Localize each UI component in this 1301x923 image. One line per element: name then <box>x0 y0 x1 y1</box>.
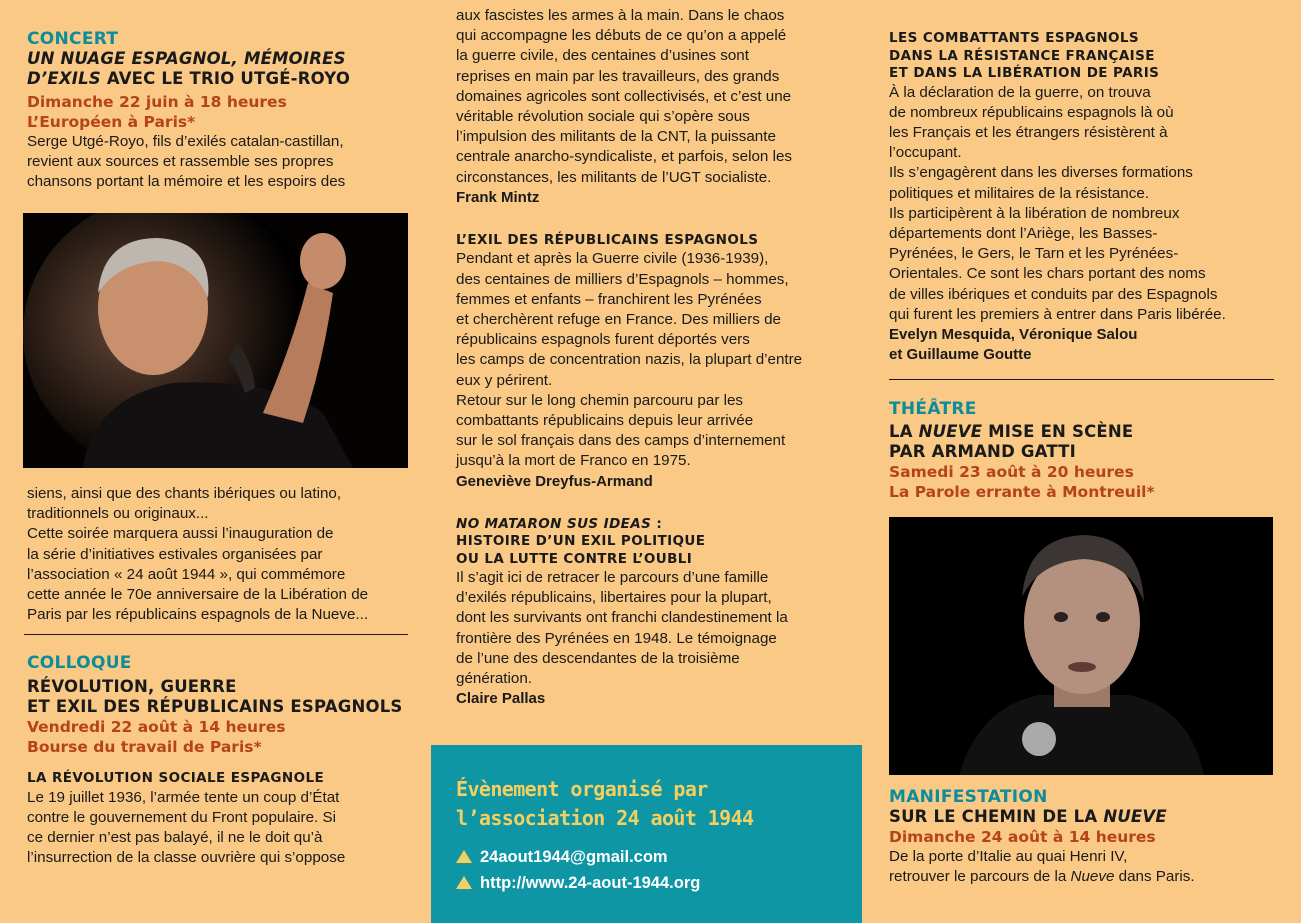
column-middle <box>456 6 846 709</box>
organizer-website[interactable]: http://www.24-aout-1944.org <box>456 873 700 893</box>
theatre-date: Samedi 23 août à 20 heures <box>889 463 1134 481</box>
triangle-bullet-icon <box>456 850 472 863</box>
colloque-category: COLLOQUE <box>27 653 132 673</box>
theatre-section <box>889 400 1289 502</box>
divider-left <box>24 634 408 635</box>
text-line: femmes et enfants – franchirent les Pyrénées <box>456 290 762 308</box>
text-line: de nombreux républicains espagnols là où <box>889 103 1174 121</box>
heading-line: LES COMBATTANTS ESPAGNOLS <box>889 30 1140 46</box>
text-line: Paris par les républicains espagnols de la Nueve... <box>27 606 369 624</box>
text-line: contre le gouvernement du Front populaire. Si <box>27 808 336 826</box>
text-line: l’impulsion des militants de la CNT, la puissante <box>456 128 776 146</box>
text-line: Le 19 juillet 1936, l’armée tente un coup d’État <box>27 788 340 806</box>
text-line: Orientales. Ce sont les chars portant des noms <box>889 265 1206 283</box>
text-line: Pendant et après la Guerre civile (1936-1939), <box>456 250 769 268</box>
text-line: revient aux sources et rassemble ses propres <box>27 153 334 171</box>
concert-category: CONCERT <box>27 29 119 49</box>
text-line: les Français et les étrangers résistèrent à <box>889 123 1168 141</box>
concert-text-before <box>27 132 427 193</box>
text-line: d’exilés républicains, libertaires pour la plupart, <box>456 589 772 607</box>
text-line: génération. <box>456 670 532 688</box>
text-line: qui accompagne les débuts de ce qu’on a appelé <box>456 27 787 45</box>
text-line: et cherchèrent refuge en France. Des milliers de <box>456 310 781 328</box>
no-mataron-title: NO MATARON SUS IDEAS : <box>456 515 663 532</box>
combattants-title <box>889 30 1279 83</box>
theatre-category: THÉÂTRE <box>889 399 977 419</box>
text-line: reprises en main par les travailleurs, des grands <box>456 67 780 85</box>
text-line: véritable révolution sociale qui s’opère sous <box>456 108 750 126</box>
text-line: combattants républicains depuis leur arrivée <box>456 411 754 429</box>
concert-date: Dimanche 22 juin à 18 heures <box>27 93 287 111</box>
text-line: frontière des Pyrénées en 1948. Le témoignage <box>456 629 777 647</box>
revolution-sociale-title: LA RÉVOLUTION SOCIALE ESPAGNOLE <box>27 770 325 786</box>
text-line: cette année le 70e anniversaire de la Libération de <box>27 586 369 604</box>
author-line: et Guillaume Goutte <box>889 345 1032 363</box>
theatre-title-1: LA NUEVE MISE EN SCÈNE <box>889 422 1134 441</box>
no-mataron-text <box>456 568 846 689</box>
text-line: de villes ibériques et conduits par des Espagnols <box>889 285 1218 303</box>
exil-text <box>456 249 846 471</box>
text-line: aux fascistes les armes à la main. Dans le chaos <box>456 7 785 24</box>
text-line: domaines agricoles sont collectivisés, et c’est une <box>456 87 792 105</box>
revolution-sociale-text <box>27 788 427 869</box>
text-line: centrale anarcho-syndicaliste, et parfois, selon les <box>456 148 792 166</box>
manif-text-1: De la porte d’Italie au quai Henri IV, <box>889 848 1128 865</box>
organizer-box <box>431 745 862 923</box>
heading-line: ET DANS LA LIBÉRATION DE PARIS <box>889 65 1160 81</box>
text-line: Ils participèrent à la libération de nombreux <box>889 204 1180 222</box>
text-line: dont les survivants ont franchi clandestinement la <box>456 609 788 627</box>
text-line: départements dont l’Ariège, les Basses- <box>889 224 1158 242</box>
singer-photo <box>23 213 408 468</box>
theatre-title-2: PAR ARMAND GATTI <box>889 442 1076 461</box>
text-line: jusqu’à la mort de Franco en 1975. <box>456 452 691 470</box>
text-line: Il s’agit ici de retracer le parcours d’une famille <box>456 569 769 587</box>
gatti-photo <box>889 517 1273 775</box>
text-line: qui furent les premiers à entrer dans Paris libérée. <box>889 305 1226 323</box>
theatre-venue: La Parole errante à Montreuil* <box>889 483 1155 501</box>
author-dreyfus-armand: Geneviève Dreyfus-Armand <box>456 472 653 490</box>
text-line: ce dernier n’est pas balayé, il ne le doit qu’à <box>27 828 323 846</box>
concert-continuation <box>27 484 412 625</box>
manif-date: Dimanche 24 août à 14 heures <box>889 828 1156 846</box>
text-line: les camps de concentration nazis, la plupart d’entre <box>456 351 803 369</box>
organizer-email[interactable]: 24aout1944@gmail.com <box>456 847 668 867</box>
concert-text-after <box>27 484 412 625</box>
text-line: la guerre civile, des centaines d’usines sont <box>456 47 749 65</box>
manif-text-2: retrouver le parcours de la Nueve dans Paris. <box>889 868 1195 886</box>
revolution-sociale-continuation <box>456 6 846 188</box>
text-line: chansons portant la mémoire et les espoirs des <box>27 173 346 191</box>
manif-title: SUR LE CHEMIN DE LA NUEVE <box>889 807 1167 826</box>
text-line: l’association « 24 août 1944 », qui commémore <box>27 565 346 583</box>
text-line: Cette soirée marquera aussi l’inauguration de <box>27 525 334 543</box>
text-line: l’insurrection de la classe ouvrière qui s’oppose <box>27 849 346 867</box>
triangle-bullet-icon <box>456 876 472 889</box>
text-line: Ils s’engagèrent dans les diverses formations <box>889 164 1193 182</box>
text-line: sur le sol français dans des camps d’internement <box>456 432 786 450</box>
text-line: À la déclaration de la guerre, on trouva <box>889 83 1151 101</box>
manif-section <box>889 788 1289 887</box>
divider-right <box>889 379 1274 380</box>
text-line: Retour sur le long chemin parcouru par les <box>456 391 744 409</box>
text-line: des centaines de milliers d’Espagnols – hommes, <box>456 270 789 288</box>
text-line: l’occupant. <box>889 144 962 162</box>
column-right <box>889 30 1279 365</box>
text-line: politiques et militaires de la résistance. <box>889 184 1149 202</box>
text-line: républicains espagnols furent déportés vers <box>456 331 750 349</box>
author-claire-pallas: Claire Pallas <box>456 690 546 708</box>
author-line: Evelyn Mesquida, Véronique Salou <box>889 325 1138 343</box>
combattants-authors <box>889 325 1279 365</box>
manif-category: MANIFESTATION <box>889 787 1048 807</box>
colloque-venue: Bourse du travail de Paris* <box>27 738 262 756</box>
text-line: la série d’initiatives estivales organisées par <box>27 545 323 563</box>
author-frank-mintz: Frank Mintz <box>456 188 540 206</box>
exil-title: L’EXIL DES RÉPUBLICAINS ESPAGNOLS <box>456 231 759 248</box>
concert-title: UN NUAGE ESPAGNOL, MÉMOIRES D’EXILS AVEC LE TRIO UTGÉ-ROYO <box>27 49 351 88</box>
text-line: siens, ainsi que des chants ibériques ou latino, <box>27 485 342 502</box>
text-line: Pyrénées, le Gers, le Tarn et les Pyrénées- <box>889 245 1179 263</box>
no-mataron-title-2: HISTOIRE D’UN EXIL POLITIQUE <box>456 533 706 550</box>
text-line: eux y périrent. <box>456 371 553 389</box>
organizer-heading: Évènement organisé par l’association 24 août 1944 <box>456 777 754 830</box>
text-line: de l’une des descendantes de la troisième <box>456 649 740 667</box>
colloque-title-2: ET EXIL DES RÉPUBLICAINS ESPAGNOLS <box>27 697 403 716</box>
no-mataron-title-3: OU LA LUTTE CONTRE L’OUBLI <box>456 550 693 567</box>
concert-venue: L’Européen à Paris* <box>27 113 196 131</box>
text-line: Serge Utgé-Royo, fils d’exilés catalan-castillan, <box>27 133 344 150</box>
combattants-text <box>889 83 1279 325</box>
text-line: circonstances, les militants de l’UGT socialiste. <box>456 168 772 186</box>
colloque-date: Vendredi 22 août à 14 heures <box>27 718 286 736</box>
colloque-section <box>27 654 427 868</box>
heading-line: DANS LA RÉSISTANCE FRANÇAISE <box>889 47 1155 64</box>
colloque-title-1: RÉVOLUTION, GUERRE <box>27 677 237 696</box>
text-line: traditionnels ou originaux... <box>27 505 209 523</box>
